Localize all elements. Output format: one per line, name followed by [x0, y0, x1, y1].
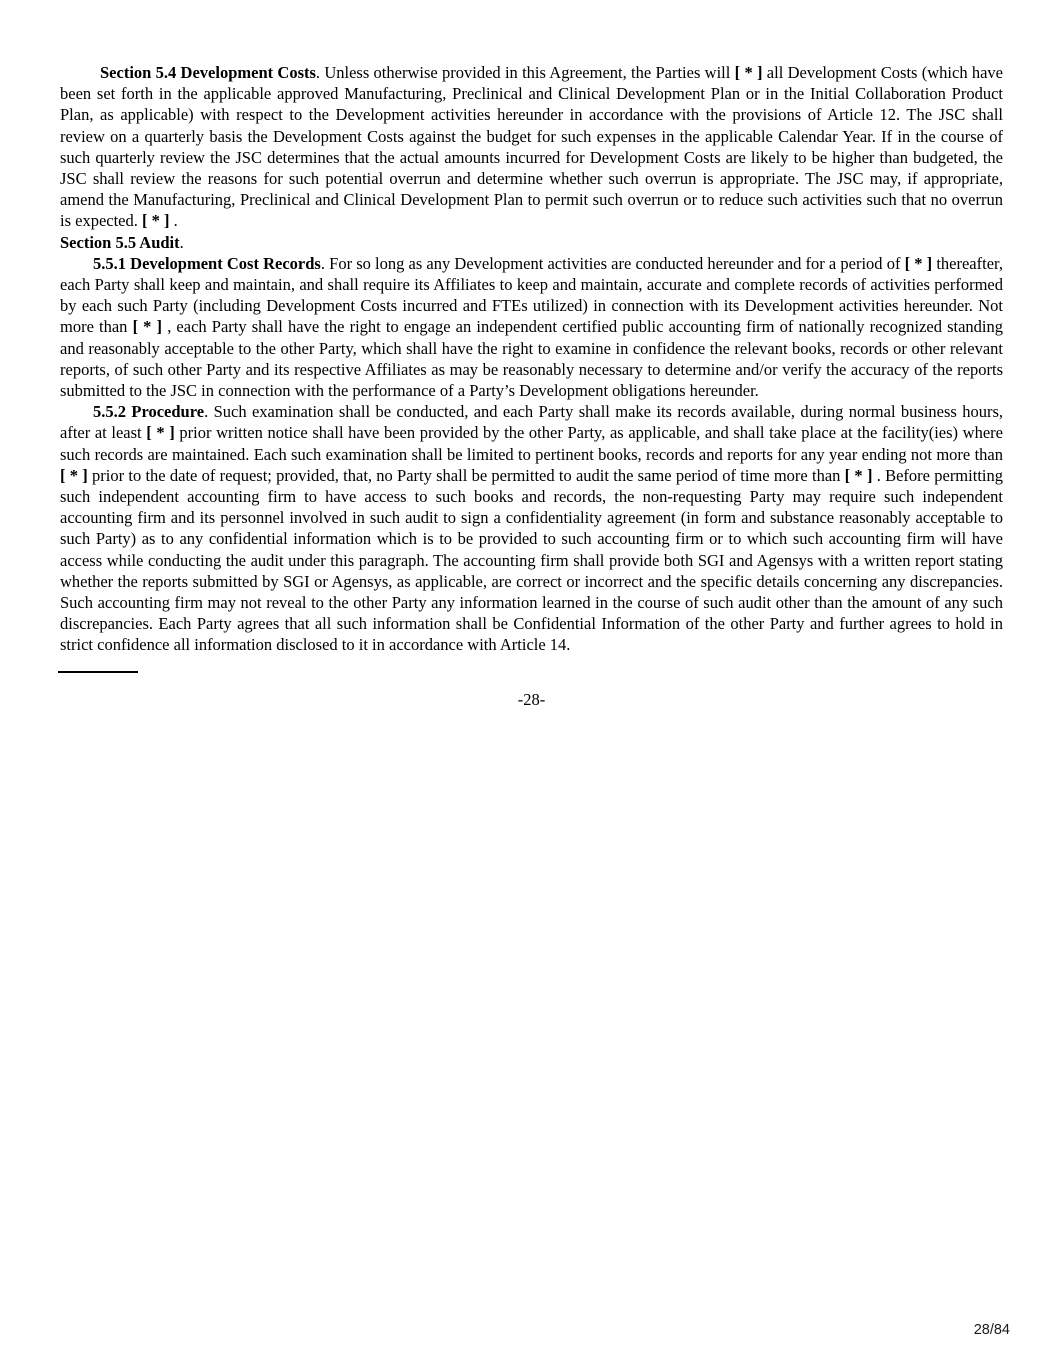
section-5-5-2-paragraph: 5.5.2 Procedure. Such examination shall be conducted, and each Party shall make its records available, during normal business hours, after at least [ * ] prior written notice shall have been provided by the other Party, as applicable, and shall take place at the facility(ies) where such records are maintained. Each such examination shall be limited to pertinent books, records and reports for any year ending not more than [ * ] prior to the date of request; provided, that, no Party shall be permitted to audit the same period of time more than [ * ] . Before permitting such independent accounting firm to have access to such books and records, the non-requesting Party may require such independent accounting firm and its personnel involved in such audit to sign a confidentiality agreement (in form and substance reasonably acceptable to such Party) as to any confidential information which is to be provided to such accounting firm or to which such accounting firm will have access while conducting the audit under this paragraph. The accounting firm shall provide both SGI and Agensys with a written report stating whether the reports submitted by SGI or Agensys, as applicable, are correct or incorrect and the specific details concerning any discrepancies. Such accounting firm may not reveal to the other Party any information learned in the course of such audit other than the amount of any such discrepancies. Each Party agrees that all such information shall be Confidential Information of the other Party and further agrees to hold in strict confidence all information disclosed to it in accordance with Article 14.	[60, 402, 1004, 655]
document-paragraphs	[60, 62, 1003, 656]
section-5-5-heading: Section 5.5 Audit.	[60, 232, 184, 252]
section-5-5-1-paragraph: 5.5.1 Development Cost Records. For so long as any Development activities are conducted hereunder and for a period of [ * ] thereafter, each Party shall keep and maintain, and shall require its Affiliates to keep and maintain, accurate and complete records of activities performed by each such Party (including Development Costs incurred and FTEs utilized) in connection with its Development activities hereunder. Not more than [ * ] , each Party shall have the right to engage an independent certified public accounting firm of nationally recognized standing and reasonably acceptable to the other Party, which shall have the right to examine in confidence the relevant books, records or other relevant reports, of such other Party and its respective Affiliates as may be reasonably necessary to determine and/or verify the accuracy of the reports submitted to the JSC in connection with the performance of a Party’s Development obligations hereunder.	[60, 253, 1004, 401]
page-number-corner: 28/84	[973, 1322, 1010, 1338]
footnote-separator-rule	[58, 671, 138, 673]
page-number-center: -28-	[517, 689, 546, 709]
section-5-4-paragraph: Section 5.4 Development Costs. Unless otherwise provided in this Agreement, the Parties will [ * ] all Development Costs (which have been set forth in the applicable approved Manufacturing, Preclinical and Clinical Development Plan or in the Initial Collaboration Product Plan, as applicable) with respect to the Development activities hereunder in accordance with the provisions of Article 12. The JSC shall review on a quarterly basis the Development Costs against the budget for such expenses in the applicable Calendar Year. If in the course of such quarterly review the JSC determines that the actual amounts incurred for Development Costs are likely to be higher than budgeted, the JSC shall review the reasons for such potential overrun and determine whether such overrun is appropriate. The JSC may, if appropriate, amend the Manufacturing, Preclinical and Clinical Development Plan to permit such overrun or to reduce such activities such that no overrun is expected. [ * ] .	[60, 63, 1004, 231]
